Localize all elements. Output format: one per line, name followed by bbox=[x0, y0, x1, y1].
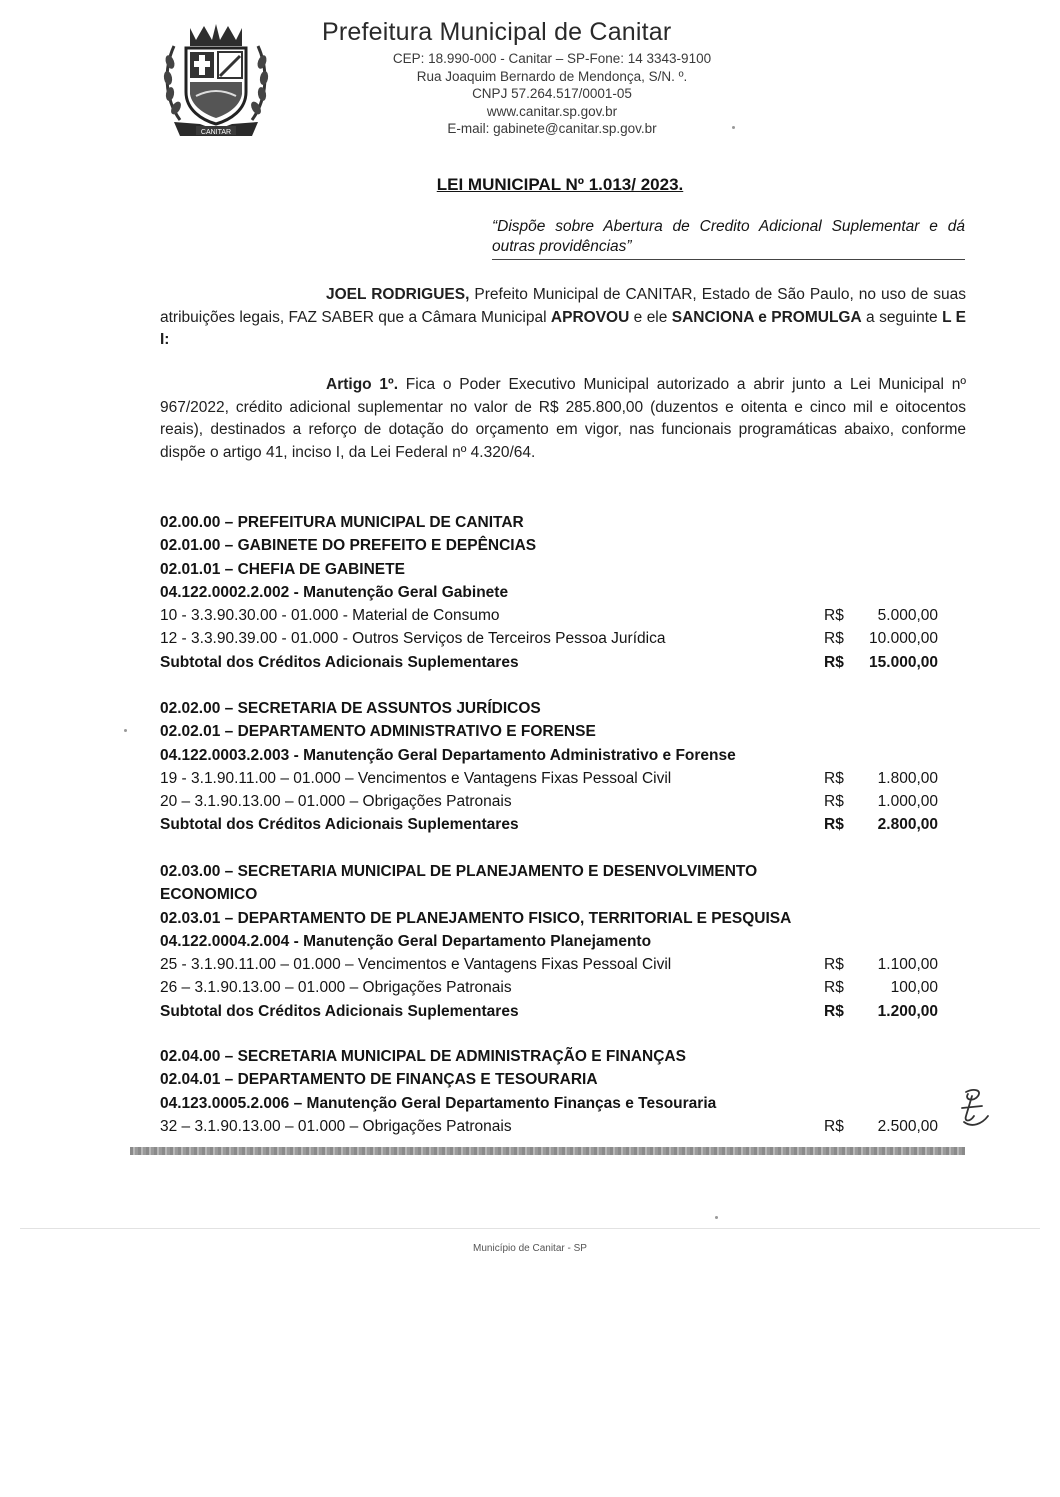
allocation-desc: 32 – 3.1.90.13.00 – 01.000 – Obrigações Patronais bbox=[160, 1117, 512, 1135]
program-name: - Manutenção Geral Gabinete bbox=[289, 583, 509, 601]
allocation-amount: 1.800,00 bbox=[877, 769, 938, 787]
email-line: E-mail: gabinete@canitar.sp.gov.br bbox=[447, 121, 657, 136]
preamble-lei: L E I: bbox=[160, 308, 966, 348]
signature-rubric-icon bbox=[952, 1086, 992, 1130]
allocation-row bbox=[160, 627, 950, 650]
subtotal-row bbox=[160, 651, 950, 674]
budget-section bbox=[160, 697, 950, 837]
program-line bbox=[160, 581, 950, 604]
scan-bar-divider bbox=[130, 1147, 965, 1155]
currency: R$ bbox=[824, 979, 844, 997]
subtotal-label: Subtotal dos Créditos Adicionais Suplementares bbox=[160, 1002, 519, 1020]
unit-heading: 02.04.01 – DEPARTAMENTO DE FINANÇAS E TESOURARIA bbox=[160, 1071, 598, 1089]
program-code: 04.122.0002.2.002 bbox=[160, 583, 290, 601]
coat-of-arms-icon bbox=[160, 20, 272, 140]
program-line bbox=[160, 744, 950, 767]
program-name: – Manutenção Geral Departamento Finanças e Tesouraria bbox=[289, 1094, 717, 1112]
allocation-desc: 25 - 3.1.90.11.00 – 01.000 – Vencimentos e Vantagens Fixas Pessoal Civil bbox=[160, 956, 672, 974]
unit-heading: 02.02.01 – DEPARTAMENTO ADMINISTRATIVO E FORENSE bbox=[160, 723, 596, 741]
allocation-desc: 26 – 3.1.90.13.00 – 01.000 – Obrigações Patronais bbox=[160, 979, 512, 997]
allocation-row bbox=[160, 604, 950, 627]
program-line bbox=[160, 930, 950, 953]
allocation-row bbox=[160, 976, 950, 999]
currency: R$ bbox=[824, 769, 844, 787]
footer-divider bbox=[20, 1228, 1040, 1229]
allocation-desc: 12 - 3.3.90.39.00 - 01.000 - Outros Serviços de Terceiros Pessoa Jurídica bbox=[160, 630, 666, 648]
allocation-row bbox=[160, 953, 950, 976]
contact-line: CEP: 18.990-000 - Canitar – SP-Fone: 14 3343-9100 bbox=[392, 51, 712, 66]
allocation-amount: 100,00 bbox=[890, 979, 938, 997]
program-code: 04.123.0005.2.006 bbox=[160, 1094, 290, 1112]
allocation-row bbox=[160, 790, 950, 813]
org-title: Prefeitura Municipal de Canitar bbox=[322, 18, 672, 46]
subtotal-label: Subtotal dos Créditos Adicionais Suplementares bbox=[160, 653, 519, 671]
preamble-paragraph bbox=[160, 284, 966, 352]
currency: R$ bbox=[824, 653, 844, 671]
currency: R$ bbox=[824, 630, 844, 648]
subtotal-amount: 1.200,00 bbox=[877, 1002, 938, 1020]
currency: R$ bbox=[824, 1117, 844, 1135]
allocation-amount: 10.000,00 bbox=[869, 630, 938, 648]
website-link: www.canitar.sp.gov.br bbox=[486, 103, 618, 119]
article-text: Fica o Poder Executivo Municipal autorizado a abrir junto a Lei Municipal nº 967/2022, crédito adicional suplementar no valor de R$ 285.800,00 (duzentos e oitenta e cinco mil e oitocentos reais), destinados a reforço de dotação do orçamento em vigor, nas funcionais programáticas abaixo, conforme dispõe o artigo 41, inciso I, da Lei Federal nº 4.320/64. bbox=[160, 376, 966, 461]
currency: R$ bbox=[824, 793, 844, 811]
budget-section bbox=[160, 860, 950, 1023]
program-code: 04.122.0003.2.003 bbox=[160, 746, 290, 764]
preamble-text: a seguinte bbox=[861, 308, 943, 326]
preamble-approved: APROVOU bbox=[550, 308, 630, 326]
org-heading: 02.03.00 – SECRETARIA MUNICIPAL DE PLANEJAMENTO E DESENVOLVIMENTO bbox=[160, 863, 758, 880]
subtotal-row bbox=[160, 813, 950, 836]
currency: R$ bbox=[824, 956, 844, 974]
program-line bbox=[160, 1092, 950, 1115]
currency: R$ bbox=[824, 816, 844, 834]
allocation-desc: 10 - 3.3.90.30.00 - 01.000 - Material de Consumo bbox=[160, 607, 500, 625]
allocation-row bbox=[160, 767, 950, 790]
allocation-amount: 2.500,00 bbox=[877, 1117, 938, 1135]
subtotal-label: Subtotal dos Créditos Adicionais Suplementares bbox=[160, 816, 519, 834]
org-heading: 02.04.00 – SECRETARIA MUNICIPAL DE ADMINISTRAÇÃO E FINANÇAS bbox=[160, 1048, 686, 1065]
program-code: 04.122.0004.2.004 bbox=[160, 932, 290, 950]
article-1-paragraph bbox=[160, 374, 966, 464]
subtotal-amount: 2.800,00 bbox=[877, 816, 938, 834]
subunit-heading: 02.01.01 – CHEFIA DE GABINETE bbox=[160, 560, 405, 578]
scan-speck bbox=[124, 729, 127, 732]
law-ementa: “Dispõe sobre Abertura de Credito Adicional Suplementar e dá outras providências” bbox=[492, 217, 965, 260]
allocation-desc: 20 – 3.1.90.13.00 – 01.000 – Obrigações Patronais bbox=[160, 793, 512, 811]
currency: R$ bbox=[824, 1002, 844, 1020]
org-heading: 02.00.00 – PREFEITURA MUNICIPAL DE CANITAR bbox=[160, 514, 524, 531]
law-title: LEI MUNICIPAL Nº 1.013/ 2023. bbox=[436, 175, 684, 194]
budget-section bbox=[160, 511, 950, 674]
preamble-text: Prefeito Municipal de CANITAR, Estado de São Paulo, no uso de suas atribuições legais, FAZ SABER que a Câmara Municipal bbox=[160, 286, 966, 326]
address-line: Rua Joaquim Bernardo de Mendonça, S/N. º. bbox=[416, 68, 688, 84]
article-label: Artigo 1º. bbox=[326, 376, 399, 393]
program-name: - Manutenção Geral Departamento Planejamento bbox=[289, 932, 652, 950]
scan-speck bbox=[732, 126, 735, 129]
cnpj-line: CNPJ 57.264.517/0001-05 bbox=[472, 86, 632, 101]
allocation-row bbox=[160, 1115, 950, 1138]
unit-heading: 02.01.00 – GABINETE DO PREFEITO E DEPÊNCIAS bbox=[160, 537, 537, 555]
scan-speck bbox=[715, 1216, 718, 1219]
unit-heading: 02.03.01 – DEPARTAMENTO DE PLANEJAMENTO FISICO, TERRITORIAL E PESQUISA bbox=[160, 909, 792, 927]
allocation-desc: 19 - 3.1.90.11.00 – 01.000 – Vencimentos e Vantagens Fixas Pessoal Civil bbox=[160, 769, 672, 787]
page-footer: Município de Canitar - SP bbox=[473, 1243, 587, 1254]
budget-section bbox=[160, 1045, 950, 1138]
preamble-text: e ele bbox=[629, 308, 672, 326]
subtotal-amount: 15.000,00 bbox=[869, 653, 938, 671]
org-contact-block bbox=[322, 50, 782, 138]
subtotal-row bbox=[160, 1000, 950, 1023]
allocation-amount: 1.100,00 bbox=[877, 956, 938, 974]
allocation-amount: 1.000,00 bbox=[877, 793, 938, 811]
preamble-sanction: SANCIONA e PROMULGA bbox=[671, 308, 862, 326]
allocation-amount: 5.000,00 bbox=[877, 607, 938, 625]
mayor-name: JOEL RODRIGUES, bbox=[326, 286, 470, 303]
crest-banner-text: CANITAR bbox=[200, 129, 232, 136]
org-heading-continued: ECONOMICO bbox=[160, 886, 258, 904]
program-name: - Manutenção Geral Departamento Administrativo e Forense bbox=[289, 746, 736, 764]
org-heading: 02.02.00 – SECRETARIA DE ASSUNTOS JURÍDICOS bbox=[160, 700, 541, 717]
currency: R$ bbox=[824, 607, 844, 625]
